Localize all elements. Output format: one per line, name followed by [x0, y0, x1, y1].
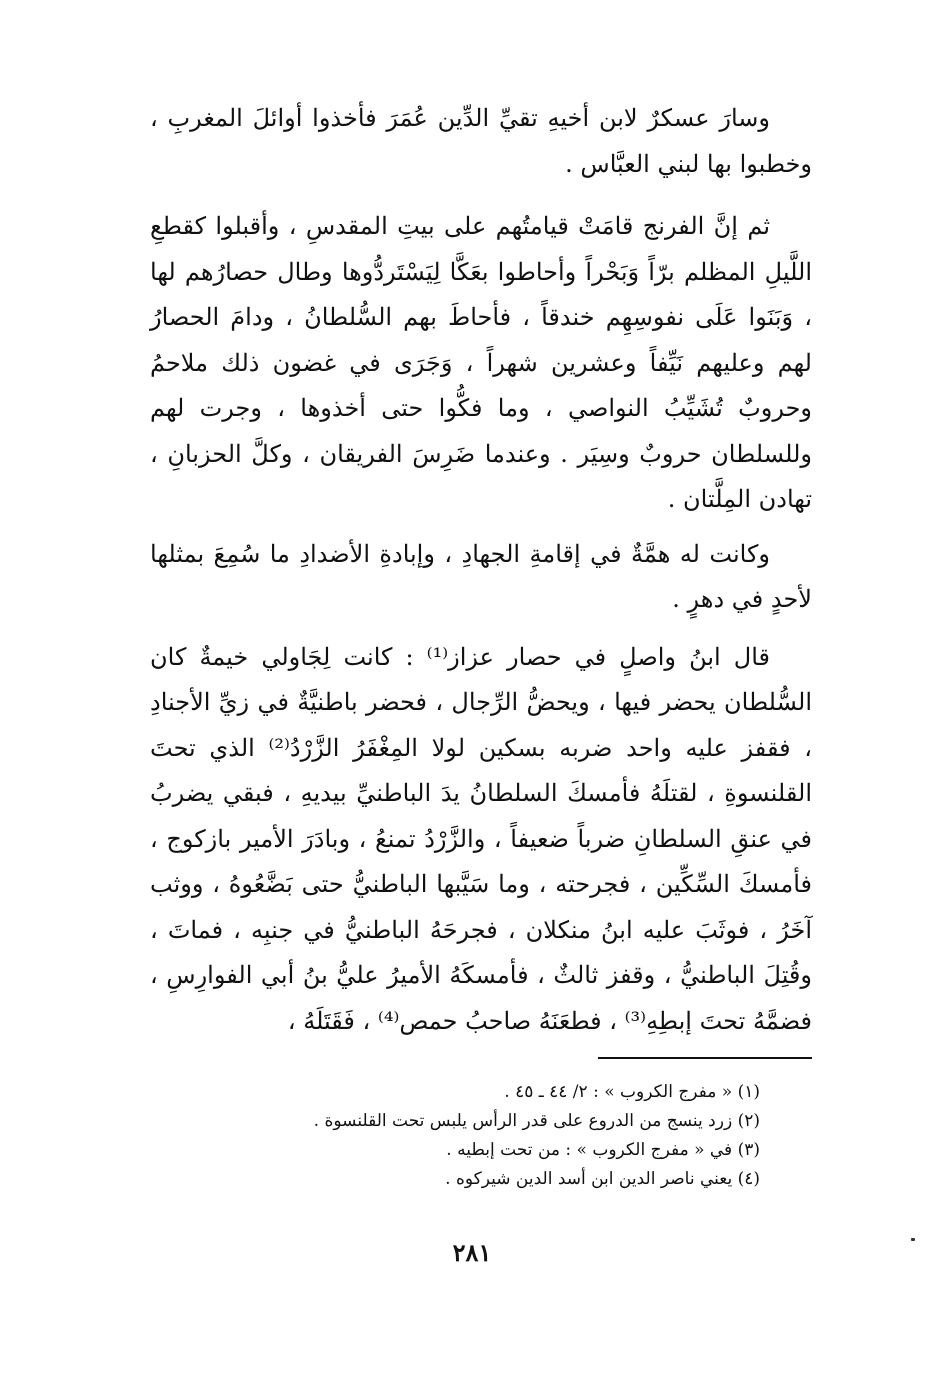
- footnote-4: (٤) يعني ناصر الدين ابن أسد الدين شيركوه .: [445, 1169, 760, 1189]
- paragraph-1: وسارَ عسكرٌ لابن أخيهِ تقيِّ الدِّين عُمَرَ فأخذوا أوائلَ المغربِ ، وخطبوا بها لبني العبَّاس .: [150, 104, 812, 178]
- scan-speck: [911, 1238, 915, 1241]
- footnotes: [150, 1078, 760, 1194]
- footnote-3: (٣) في « مفرج الكروب » : من تحت إبطيه .: [446, 1140, 760, 1160]
- page-number: ٢٨١: [452, 1238, 492, 1267]
- main-text: [150, 96, 812, 1044]
- paragraph-4: قال ابنُ واصلٍ في حصار عزاز⁽¹⁾ : كانت لِجَاولي خيمةٌ كان السُّلطان يحضر فيها ، ويحضُّ الرِّجال ، فحضر باطنيَّةٌ في زيِّ الأجنادِ ، فقفز عليه واحد ضربه بسكين لولا المِغْفَرُ الزَّرْدُ⁽²⁾ الذي تحتَ القلنسوةِ ، لقتلَهُ فأمسكَ السلطانُ يدَ الباطنيِّ بيديهِ ، فبقي يضربُ في عنقِ السلطانِ ضرباً ضعيفاً ، والزَّرْدُ تمنعُ ، وبادَرَ الأمير بازكوج ، فأمسكَ السِّكِّين ، فجرحته ، وما سَيَّبها الباطنيُّ حتى بَضَّعُوهُ ، ووثب آخَرُ ، فوثَبَ عليه ابنُ منكلان ، فجرحَهُ الباطنيُّ في جنبِه ، فماتَ ، وقُتِلَ الباطنيُّ ، وقفز ثالثٌ ، فأمسكَهُ الأميرُ عليُّ بنُ أبي الفوارِسِ ، فضمَّهُ تحتَ إبطِهِ⁽³⁾ ، فطعَنَهُ صاحبُ حمص⁽⁴⁾ ، فَقَتَلَهُ ،: [150, 642, 812, 1035]
- paragraph-3: وكانت له همَّةٌ في إقامةِ الجهادِ ، وإبادةِ الأضدادِ ما سُمِعَ بمثلها لأحدٍ في دهرٍ .: [150, 539, 812, 613]
- footnote-divider: [598, 1057, 812, 1059]
- footnote-2: (٢) زرد ينسج من الدروع على قدر الرأس يلبس تحت القلنسوة .: [313, 1111, 760, 1131]
- paragraph-2: ثم إنَّ الفرنج قامَتْ قيامتُهم على بيتِ المقدسِ ، وأقبلوا كقطعِ اللَّيلِ المظلم برّاً وَبَحْراً وأحاطوا بعَكَّا لِيَسْتَردُّوها وطال حصارُهم لها ، وَبَنَوا عَلَى نفوسِهِم خندقاً ، فأحاطَ بهم السُّلطانُ ، ودامَ الحصارُ لهم وعليهم نَيِّفاً وعشرين شهراً ، وَجَرَى في غضون ذلك ملاحمُ وحروبٌ تُشَيِّبُ النواصي ، وما فكُّوا حتى أخذوها ، وجرت لهم وللسلطان حروبٌ وسِيَر . وعندما ضَرِسَ الفريقان ، وكلَّ الحزبانِ ، تهادن المِلَّتان .: [150, 212, 813, 513]
- footnote-1: (١) « مفرج الكروب » : ٢/ ٤٤ ـ ٤٥ .: [504, 1082, 760, 1102]
